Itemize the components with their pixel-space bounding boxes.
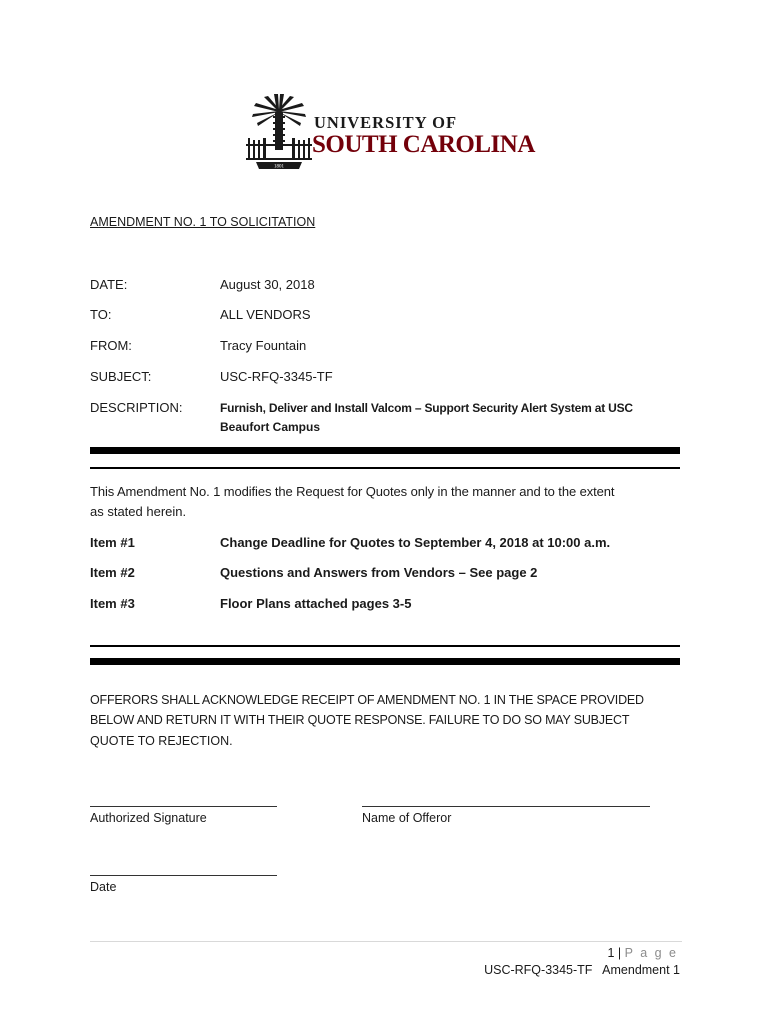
item-label-1: Item #1 [90, 535, 135, 550]
field-label-description: DESCRIPTION: [90, 400, 183, 415]
field-value-from: Tracy Fountain [220, 338, 307, 353]
intro-line-2: as stated herein. [90, 504, 187, 519]
item-label-2: Item #2 [90, 565, 135, 580]
page-word: P a g e [624, 946, 678, 960]
footer-doc-ref: USC-RFQ-3345-TF Amendment 1 [484, 963, 680, 977]
document-title: AMENDMENT NO. 1 TO SOLICITATION [90, 215, 316, 229]
offeror-name-line[interactable] [362, 806, 650, 807]
page-number-value: 1 [607, 946, 615, 960]
date-label: Date [90, 880, 117, 894]
section-divider-thin-2 [90, 645, 680, 647]
authorized-signature-label: Authorized Signature [90, 811, 207, 825]
field-label-subject: SUBJECT: [90, 369, 152, 384]
footer-divider [90, 941, 682, 942]
field-value-subject: USC-RFQ-3345-TF [220, 369, 333, 384]
intro-line-1: This Amendment No. 1 modifies the Request for Quotes only in the manner and to the extent [90, 484, 615, 499]
item-text-1: Change Deadline for Quotes to September 4, 2018 at 10:00 a.m. [220, 535, 611, 550]
acknowledge-line-3: QUOTE TO REJECTION. [90, 734, 233, 748]
field-value-description-line-2: Beaufort Campus [220, 420, 321, 434]
page-number [607, 945, 678, 961]
section-divider-thin [90, 467, 680, 469]
logo-line-2: SOUTH CAROLINA [312, 131, 535, 158]
field-value-to: ALL VENDORS [220, 307, 311, 322]
field-label-from: FROM: [90, 338, 132, 353]
authorized-signature-line[interactable] [90, 806, 277, 807]
seal-text: 1801 [274, 164, 284, 170]
page-separator: | [617, 946, 622, 960]
field-value-description-line-1: Furnish, Deliver and Install Valcom – Support Security Alert System at USC [220, 401, 633, 415]
item-label-3: Item #3 [90, 596, 135, 611]
acknowledge-line-2: BELOW AND RETURN IT WITH THEIR QUOTE RESPONSE. FAILURE TO DO SO MAY SUBJECT [90, 713, 630, 727]
logo-line-1: UNIVERSITY OF [314, 113, 458, 132]
section-divider-thick-2 [90, 658, 680, 665]
palmetto-tree-icon [244, 92, 314, 174]
field-label-date: DATE: [90, 277, 128, 292]
section-divider-thick [90, 447, 680, 454]
item-text-3: Floor Plans attached pages 3-5 [220, 596, 412, 611]
offeror-name-label: Name of Offeror [362, 811, 452, 825]
field-label-to: TO: [90, 307, 112, 322]
acknowledge-line-1: OFFERORS SHALL ACKNOWLEDGE RECEIPT OF AMENDMENT NO. 1 IN THE SPACE PROVIDED [90, 693, 644, 707]
item-text-2: Questions and Answers from Vendors – See page 2 [220, 565, 538, 580]
field-value-date: August 30, 2018 [220, 277, 315, 292]
date-line[interactable] [90, 875, 277, 876]
